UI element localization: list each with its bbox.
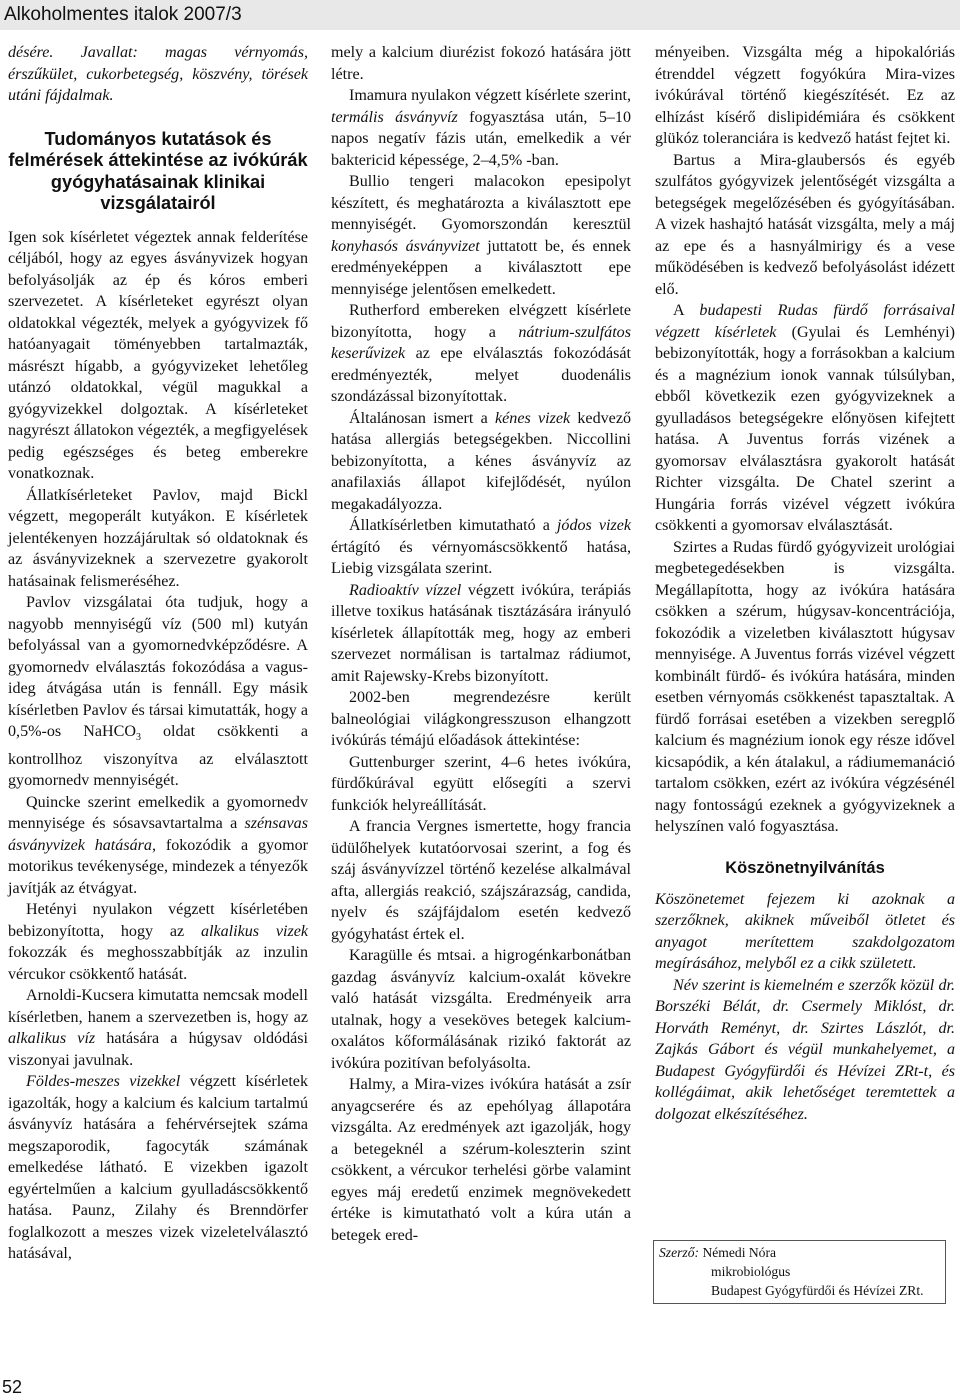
continued-paragraph: ményeiben. Vizsgálta még a hipokalóriás étrenddel végzett fogyókúra Mira-vizes ivókúrával történő kiegészítését. Ez az elhízást kísérő dislipidémiára és csökkent glükóz toleranciára is kedvező hatást fejtet ki.: [655, 44, 955, 147]
paragraph: Imamura nyulakon végzett kísérlete szerint, termális ásványvíz fogyasztása után, 5–10 napos negatív fázis után, emelkedik a vér baktericid képessége, 2–4,5% -ban.: [331, 87, 632, 169]
author-name: Némedi Nóra: [702, 1245, 777, 1260]
paragraph: Arnoldi-Kucsera kimutatta nemcsak modell kísérletben, hanem a szervezetben is, hogy az alkalikus víz hatására a húgysav oldódási viszonyai javulnak.: [8, 987, 309, 1069]
paragraph: Általánosan ismert a kénes vizek kedvező hatása allergiás betegségekben. Niccollini bebizonyította, a kénes ásványvíz az anafilaxiás állapot kifejlődését, nyúlon megakadályozza.: [331, 409, 632, 513]
journal-title: Alkoholmentes italok 2007/3: [4, 4, 242, 25]
paragraph: Állatkísérleteket Pavlov, majd Bickl végzett, megoperált kutyákon. E kísérletek jelentékenyen hozzájárultak só oldatoknak és az ásványvizeknek a szervezetre gyakorolt hatásainak felismeréséhez.: [8, 486, 308, 590]
paragraph: Földes-meszes vizekkel végzett kísérletek igazolták, hogy a kalcium és kalcium tartalmú ásványvíz hatására a fehérvérsejtek száma megszaporodik, fagocyták számának emelkedése látható. E vizekben igazolt egyértelműen a kalcium gyulladáscsökkentő hatása. Paunz, Zilahy és Brenndörfer foglalkozott a meszes vizek vizeletelválasztó hatásával,: [8, 1073, 308, 1263]
column-1: [8, 42, 308, 1265]
paragraph: Radioaktív vízzel végzett ivókúra, terápiás illetve toxikus hatásának tisztázására irányuló kísérletek állapították meg, hogy az emberi szervezet normálisan is tartalmaz rádiumot, amit Rajewsky-Krebs bizonyított.: [331, 581, 632, 685]
author-box: [653, 1240, 946, 1304]
paragraph: Szirtes a Rudas fürdő gyógyvizeit urológiai megbetegedésekben is vizsgálta. Megállapította, hogy az ivókúra hatására csökken a szérum, húgysav-koncentrációja, fokozódik a vizeletben kiválasztott húgysav mennyisége. A Juventus forrás vizével végzett kombinált fürdő- és ivókúra hatására, minden esetben vérnyomás csökkenést tapasztaltak. A fürdő forrásai esetében a vizekben seregplő kalcium és magnézium ionok egy része idővel kicsapódik, a kén átalakul, a rádiumemanáció tartalom csökken, ezért az ivókúra végzésénél nagy fontosságú ezeknek a gyógyvizeknek a helyszínen való fogyasztása.: [655, 538, 955, 835]
section-heading: Tudományos kutatások és felmérések áttekintése az ivókúrák gyógyhatásainak klinikai vizsgálatairól: [8, 128, 308, 213]
paragraph: Bullio tengeri malacokon epesipolyt készített, és meghatározta a kiválasztott epe mennyiségét. Gyomorszondán keresztül konyhasós ásványvizet juttatott be, és ennek eredményeképpen a kiválasztott epe mennyisége jelentősen emelkedett.: [331, 173, 631, 298]
column-3: [655, 42, 955, 1125]
paragraph: Halmy, a Mira-vizes ivókúra hatását a zsír anyagcserére és az epehólyag állapotára vizsgálta. Az eredmények azt igazolják, hogy a betegeknél a szérum-koleszterin szint csökkent, a vércukor terhelési görbe valamint egyes máj eredetű enzimek megnövekedett értéke is kimutatható volt a kúra után a betegek ered-: [331, 1076, 631, 1244]
paragraph: Hetényi nyulakon végzett kísérletében bebizonyította, hogy az alkalikus vizek fokozzák és meghosszabbítják az inzulin vércukor csökkentő hatását.: [8, 901, 308, 983]
acknowledgements: [655, 889, 955, 1126]
paragraph: Köszönetemet fejezem ki azoknak a szerzőknek, akiknek műveiből ötletet és anyagot merítettem szakdolgozatom megírásához, melyből ez a cikk született.: [655, 890, 955, 972]
acknowledgements-heading: Köszönetnyilvánítás: [725, 858, 885, 877]
paragraph: Név szerint is kiemelném e szerzők közül dr. Borszéki Bélát, dr. Csermely Miklóst, dr. Horváth Reményt, dr. Szirtes Lászlót, dr. Zajkás Gábort és végül munkahelyemet, a Budapest Gyógyfürdői és Hévízei ZRt-t, és kollégáimat, akik lehetőséget teremtettek a dolgozat elkészítéséhez.: [655, 976, 955, 1123]
author-role: mikrobiológus: [711, 1264, 791, 1279]
page-number: 52: [2, 1377, 23, 1397]
paragraph: Igen sok kísérletet végeztek annak felderítése céljából, hogy az egyes ásványvizek hogyan befolyásolják az ép és kóros emberi szervezetet. A kísérleteket egyrészt olyan oldatokkal végezték, melyek a gyógyvizek fő hatóanyagait töményebben tartalmazták, másrészt hígabb, a gyógyvizeket lehetőleg utánzó oldatokkal, végül magukkal a gyógyvizekkel dolgoztak. A kísérleteket nagyrészt állatokon végezték, a megfigyelések pedig egészséges és beteg emberekre vonatkoznak.: [8, 228, 308, 482]
paragraph: A francia Vergnes ismertette, hogy francia üdülőhelyek kutatóorvosai szerint, a fog és száj ásványvízzel történő kezelése alkalmával afta, allergiás reakció, szájszárazság, candida, nyelv és szájfájdalom esetén kedvező gyógyhatást értek el.: [331, 818, 631, 943]
paragraph: Állatkísérletben kimutatható a jódos vizek értágító és vérnyomáscsökkentő hatása, Liebig vizsgálata szerint.: [331, 517, 631, 577]
paragraph: Karagülle és mtsai. a higrogénkarbonátban gazdag ásványvíz kalcium-oxalát kövekre való hatását vizsgálta. Eredményeik arra utalnak, hogy a veseköves betegek kalcium-oxalátos kőformálásának rizikó faktorát az ivókúra pozitívan befolyásolta.: [331, 947, 631, 1072]
paragraph: A budapesti Rudas fürdő forrásaival végzett kísérletek (Gyulai és Lemhényi) bebizonyították, hogy a forrásokban a kalcium és a magnézium ionok vannak túlsúlyban, ebből következik ezen gyógyvizeknek a gyulladásos betegségekre előnyösen kifejtett hatása. A Juventus forrás vizének a gyomorsav elválasztásra gyakorolt hatását Richter vizsgálta. De Chatel szerint a Hungária forrás vizével végzett ivókúra csökkenti a gyomorsav elválasztását.: [655, 302, 955, 534]
paragraph: Bartus a Mira-glaubersós és egyéb szulfátos gyógyvizek jelentőségét vizsgálta a betegségek megelőzésében és gyógyításában. A vizek hashajtó hatását vizsgálta, mely a máj az epe és a hasnyálmirigy és a vese működésében is kedvező befolyásolást idézett elő.: [655, 151, 955, 298]
author-affiliation: Budapest Gyógyfürdői és Hévízei ZRt.: [711, 1283, 924, 1298]
column-2: [331, 42, 631, 1246]
running-header: [0, 0, 960, 30]
paragraph: Guttenburger szerint, 4–6 hetes ivókúra, fürdőkúrával együtt elősegíti a szervi funkciók helyreállítását.: [331, 753, 631, 814]
paragraph: 2002-ben megrendezésre került balneológiai világkongresszuson elhangzott ivókúrás témájú előadások áttekintése:: [331, 689, 631, 749]
paragraph: Rutherford embereken elvégzett kísérlete bizonyította, hogy a nátrium-szulfátos keserűvizek az epe elválasztás fokozódását eredményezték, melyet duodenális szondázással bizonyítottak.: [331, 302, 631, 405]
continued-paragraph: mely a kalcium diurézist fokozó hatására jött létre.: [331, 44, 631, 83]
paragraph: Pavlov vizsgálatai óta tudjuk, hogy a nagyobb mennyiségű víz (500 ml) kutyán befolyással van a gyomornedvképződésre. A gyomornedv elválasztás fokozódása a vagus-ideg átvágása után is fennáll. Egy másik kísérletben Pavlov és társai kimutatták, hogy a 0,5%-os NaHCO$_3$ oldat csökkenti a kontrollhoz viszonyítva az elválasztott gyomornedv mennyiségét.: [8, 594, 308, 790]
paragraph: Quincke szerint emelkedik a gyomornedv mennyisége és sósavsavtartalma a szénsavas ásványvizek hatására, fokozódik a gyomor motorikus tevékenysége, mindezek a tényezők javítják az étvágyat.: [8, 793, 309, 897]
author-label: Szerző:: [659, 1245, 700, 1260]
continued-paragraph: désére. Javallat: magas vérnyomás, érszűkület, cukorbetegség, köszvény, törések utáni fájdalmak.: [8, 44, 308, 104]
